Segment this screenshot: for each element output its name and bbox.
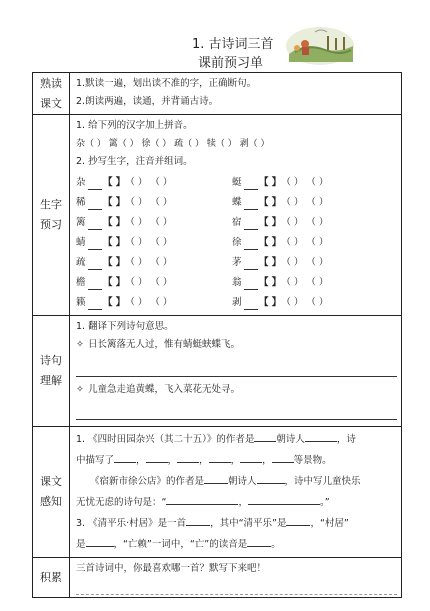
word-blank[interactable]: （ ）: [306, 177, 329, 188]
char-practice-cell: [76, 213, 232, 233]
kewen-q1-line2: 中描写了 ， ， ， ， ， 等景物。: [76, 450, 397, 471]
blank-field[interactable]: [305, 430, 337, 442]
word-blank[interactable]: （ ）: [125, 197, 148, 208]
word-blank[interactable]: （ ）: [306, 197, 329, 208]
kewen-q3-line2: 是 ，“亡赖”一词中，“亡”的读音是 。: [76, 534, 397, 555]
word-blank[interactable]: （ ）: [306, 237, 329, 248]
pinyin-bracket[interactable]: 【 】: [103, 257, 126, 268]
section-kewen: [70, 427, 402, 558]
worksheet-table: [32, 72, 402, 598]
word-blank[interactable]: （ ）: [281, 177, 304, 188]
copy-blank[interactable]: [88, 177, 102, 190]
copy-blank[interactable]: [88, 277, 102, 290]
shengzi-task2: 2. 抄写生字，注音并组词。: [76, 156, 193, 167]
char-grid-row: [76, 193, 397, 213]
shiju-intro: 1. 翻译下列诗句意思。: [76, 321, 174, 332]
pinyin-bracket[interactable]: 【 】: [259, 277, 282, 288]
word-blank[interactable]: （ ）: [306, 277, 329, 288]
char-practice-cell: [232, 193, 388, 213]
char-practice-cell: [232, 273, 388, 293]
section-label-shengzi: 生字 预习: [33, 115, 70, 316]
blank-field[interactable]: [254, 430, 276, 442]
copy-blank[interactable]: [244, 257, 258, 270]
pinyin-bracket[interactable]: 【 】: [259, 217, 282, 228]
lesson-title: 1. 古诗词三首: [192, 37, 274, 52]
diamond-icon: ✧: [76, 339, 84, 350]
blank-field[interactable]: [177, 451, 199, 463]
section-shiju: [70, 316, 402, 427]
char-practice-cell: [76, 253, 232, 273]
word-blank[interactable]: （ ）: [281, 197, 304, 208]
section-jilei: [70, 558, 402, 598]
word-blank[interactable]: （ ）: [306, 297, 329, 308]
word-blank[interactable]: （ ）: [150, 297, 173, 308]
word-blank[interactable]: （ ）: [125, 177, 148, 188]
copy-blank[interactable]: [244, 277, 258, 290]
blank-field[interactable]: [247, 535, 271, 547]
word-blank[interactable]: （ ）: [281, 277, 304, 288]
word-blank[interactable]: （ ）: [125, 237, 148, 248]
word-blank[interactable]: （ ）: [150, 177, 173, 188]
char-practice-cell: [76, 293, 232, 313]
blank-field[interactable]: [186, 514, 210, 526]
section-label-shiju: 诗句 理解: [33, 316, 70, 427]
char-grid-row: [76, 213, 397, 233]
char-grid-row: [76, 253, 397, 273]
char-grid-row: [76, 273, 397, 293]
pinyin-bracket[interactable]: 【 】: [259, 197, 282, 208]
shiju-q2: [76, 381, 397, 399]
shiju-q1-text: 日长篱落无人过，惟有蜻蜓蛱蝶飞。: [87, 339, 240, 350]
blank-field[interactable]: [114, 451, 136, 463]
char-grid-row: [76, 173, 397, 193]
practice-char: 檐: [76, 277, 86, 288]
practice-char: 蜓: [232, 177, 242, 188]
blank-field[interactable]: [86, 535, 114, 547]
pinyin-bracket[interactable]: 【 】: [103, 197, 126, 208]
pinyin-bracket[interactable]: 【 】: [103, 177, 126, 188]
word-blank[interactable]: （ ）: [125, 277, 148, 288]
copy-blank[interactable]: [88, 257, 102, 270]
word-blank[interactable]: （ ）: [281, 297, 304, 308]
word-blank[interactable]: （ ）: [150, 257, 173, 268]
practice-char: 剥: [232, 297, 242, 308]
section-label-jilei: 积累: [33, 558, 70, 598]
blank-field[interactable]: [257, 472, 285, 484]
kewen-q1-line1: 1. 《四时田园杂兴（其二十五）》的作者是 朝诗人 ，诗: [76, 429, 397, 450]
pinyin-bracket[interactable]: 【 】: [103, 217, 126, 228]
blank-field[interactable]: [272, 451, 294, 463]
blank-field[interactable]: [204, 472, 228, 484]
kewen-q2-line2: 无忧无虑的诗句是：“ ， 。”: [76, 492, 397, 513]
word-blank[interactable]: （ ）: [281, 237, 304, 248]
practice-char: 杂: [76, 177, 86, 188]
practice-char: 翁: [232, 277, 242, 288]
char-practice-cell: [76, 193, 232, 213]
word-blank[interactable]: （ ）: [281, 217, 304, 228]
countryside-illustration: [285, 22, 355, 66]
char-practice-cell: [232, 173, 388, 193]
char-practice-cell: [232, 293, 388, 313]
pinyin-bracket[interactable]: 【 】: [103, 297, 126, 308]
section-shengzi: [70, 115, 402, 316]
kewen-q2-line1: 《宿新市徐公店》的作者是 朝诗人 ，诗中写儿童快乐: [76, 471, 397, 492]
copy-blank[interactable]: [88, 217, 102, 230]
char-practice-cell: [76, 173, 232, 193]
shiju-q1: [76, 336, 397, 354]
practice-char: 篱: [76, 217, 86, 228]
shudu-line-2: 2.朗读两遍，读通，并背诵古诗。: [76, 96, 219, 107]
worksheet-subtitle: 课前预习单: [198, 56, 264, 71]
copy-blank[interactable]: [88, 197, 102, 210]
copy-blank[interactable]: [88, 297, 102, 310]
section-label-shudu: 熟读 课文: [33, 73, 70, 115]
pinyin-bracket[interactable]: 【 】: [259, 297, 282, 308]
practice-char: 籁: [76, 297, 86, 308]
practice-char: 宿: [232, 217, 242, 228]
pinyin-bracket[interactable]: 【 】: [259, 177, 282, 188]
practice-char: 疏: [76, 257, 86, 268]
answer-line[interactable]: [76, 580, 397, 595]
word-blank[interactable]: （ ）: [125, 297, 148, 308]
word-blank[interactable]: （ ）: [150, 237, 173, 248]
word-blank[interactable]: （ ）: [125, 257, 148, 268]
shudu-line-1: 1.默读一遍，划出读不准的字，正确断句。: [76, 78, 257, 89]
copy-blank[interactable]: [88, 237, 102, 250]
practice-char: 徐: [232, 237, 242, 248]
answer-line[interactable]: [76, 407, 397, 420]
char-grid-row: [76, 293, 397, 313]
pinyin-bracket[interactable]: 【 】: [259, 237, 282, 248]
blank-field[interactable]: [209, 451, 231, 463]
word-blank[interactable]: （ ）: [150, 197, 173, 208]
char-grid-row: [76, 233, 397, 253]
practice-char: 蜻: [76, 237, 86, 248]
blank-field[interactable]: [166, 493, 238, 505]
word-blank[interactable]: （ ）: [125, 217, 148, 228]
word-blank[interactable]: （ ）: [150, 217, 173, 228]
practice-char: 蝶: [232, 197, 242, 208]
pinyin-bracket[interactable]: 【 】: [103, 277, 126, 288]
char-practice-cell: [76, 273, 232, 293]
char-practice-cell: [76, 233, 232, 253]
pinyin-line: 杂（ ） 篱（ ） 徐（ ） 疏（ ） 犊（ ） 剥（ ）: [76, 139, 270, 149]
char-practice-cell: [232, 253, 388, 273]
copy-blank[interactable]: [244, 237, 258, 250]
char-grid: [76, 173, 397, 313]
word-blank[interactable]: （ ）: [150, 277, 173, 288]
char-practice-cell: [232, 213, 388, 233]
copy-blank[interactable]: [244, 177, 258, 190]
word-blank[interactable]: （ ）: [281, 257, 304, 268]
copy-blank[interactable]: [244, 197, 258, 210]
word-blank[interactable]: （ ）: [306, 257, 329, 268]
answer-line[interactable]: [76, 364, 397, 377]
word-blank[interactable]: （ ）: [306, 217, 329, 228]
blank-field[interactable]: [146, 451, 168, 463]
practice-char: 稀: [76, 197, 86, 208]
pinyin-bracket[interactable]: 【 】: [103, 237, 126, 248]
pinyin-bracket[interactable]: 【 】: [259, 257, 282, 268]
shengzi-intro: 1. 给下列的汉字加上拼音。: [76, 120, 193, 131]
shiju-q2-text: 儿童急走追黄蝶，飞入菜花无处寻。: [87, 384, 240, 395]
copy-blank[interactable]: [244, 217, 258, 230]
section-shudu: [70, 73, 402, 115]
char-practice-cell: [232, 233, 388, 253]
blank-field[interactable]: [248, 493, 320, 505]
jilei-prompt: 三首诗词中，你最喜欢哪一首？默写下来吧！: [76, 563, 267, 574]
practice-char: 茅: [232, 257, 242, 268]
copy-blank[interactable]: [244, 297, 258, 310]
blank-field[interactable]: [240, 451, 262, 463]
worksheet-header: [0, 0, 430, 70]
blank-field[interactable]: [286, 514, 310, 526]
diamond-icon: ✧: [76, 384, 84, 395]
kewen-q3-line1: 3. 《清平乐·村居》是一首 ，其中“清平乐”是 ，“村居”: [76, 513, 397, 534]
section-label-kewen: 课文 感知: [33, 427, 70, 558]
